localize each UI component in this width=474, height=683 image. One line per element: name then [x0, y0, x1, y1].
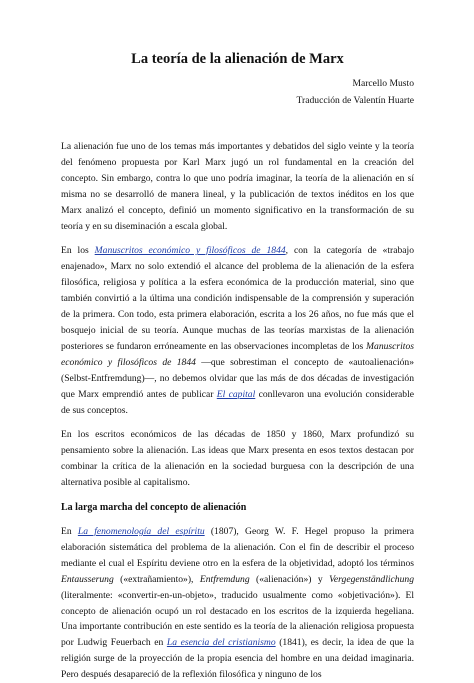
- text-segment: («alienación») y: [249, 573, 330, 585]
- text-segment: (literalmente: «convertir-en-un-objeto», traducido usualmente como «objetivación»). El concepto de alienación ocupó un rol destacado en los escritos de la izquierda hegeliana. Una importante contribución en este sentido es la teoría de la alienación religiosa propuesta por Ludwig Feuerbach en: [61, 589, 414, 649]
- text-segment: , con la categoría de «trabajo enajenado», Marx no solo extendió el alcance del problema de la alienación de la esfera filosófica, religiosa y política a la esfera económica de la producción material, sino que también convirtió a la última una condición indispensable de la comprensión y superación de la primera. Con todo, esta primera elaboración, escrita a los 26 años, no fue más que el bosquejo inicial de su teoría. Aunque muchas de las teorías marxistas de la alienación posteriores se fundaron erróneamente en las observaciones incompletas de los: [61, 245, 415, 352]
- italic-term-entausserung: Entausserung: [61, 573, 114, 585]
- translator-credit: Traducción de Valentín Huarte: [296, 95, 414, 106]
- text-segment: (1841), es decir, la idea de que la religión surge de la proyección de la propia esencia del hombre en una deidad imaginaria. Pero después desapareció de la reflexión filosófica y ninguno de los: [61, 637, 414, 681]
- italic-term-vergegenstaendlichung: Vergegenständlichung: [329, 573, 414, 585]
- link-el-capital[interactable]: El capital: [216, 388, 256, 400]
- italic-term-entfremdung: Entfremdung: [199, 573, 250, 585]
- paragraph-economic-writings: En los escritos económicos de las décadas de 1850 y 1860, Marx profundizó su pensamiento sobre la alienación. Las ideas que Marx presenta en esos textos destacan por combinar la crítica de la alienación en la sociedad burguesa con la descripción de una alternativa posible al capitalismo.: [61, 429, 414, 489]
- paragraph-hegel: [61, 524, 414, 683]
- paragraph-manuscripts: [61, 243, 414, 418]
- link-fenomenologia[interactable]: La fenomenología del espíritu: [77, 526, 205, 538]
- text-segment: En: [61, 526, 78, 538]
- text-segment: conllevaron una evolución considerable de sus conceptos.: [61, 388, 415, 416]
- section-heading: La larga marcha del concepto de alienación: [61, 502, 247, 514]
- text-segment: («extrañamiento»),: [113, 573, 200, 585]
- text-segment: (1807), Georg W. F. Hegel propuso la primera elaboración sistemática del problema de la alienación. Con el fin de describir el proceso mediante el cual el Espíritu deviene otro en la esfera de la objetividad, adoptó los términos: [61, 526, 414, 569]
- link-manuscritos[interactable]: Manuscritos económico y filosóficos de 1844: [94, 245, 286, 257]
- document-title: La teoría de la alienación de Marx: [131, 51, 344, 67]
- text-segment: En los: [61, 245, 95, 257]
- link-esencia-cristianismo[interactable]: La esencia del cristianismo: [166, 637, 276, 649]
- author-name: Marcello Musto: [352, 78, 414, 89]
- paragraph-intro: La alienación fue uno de los temas más importantes y debatidos del siglo veinte y la teoría del fenómeno propuesta por Karl Marx jugó un rol fundamental en la creación del concepto. Sin embargo, contra lo que uno podría imaginar, la teoría de la alienación en sí misma no se desarrolló de manera lineal, y la publicación de textos inéditos en los que Marx analizó el concepto, definió un momento significativo en la transformación de su teoría y en su diseminación a escala global.: [61, 141, 414, 232]
- italic-title-manuscritos: Manuscritos económico y filosóficos de 1844: [61, 340, 414, 368]
- text-segment: —que sobrestiman el concepto de «autoalienación» (Selbst-Entfremdung)—, no debemos olvidar que las más de dos décadas de investigación que Marx emprendió antes de publicar: [61, 356, 414, 400]
